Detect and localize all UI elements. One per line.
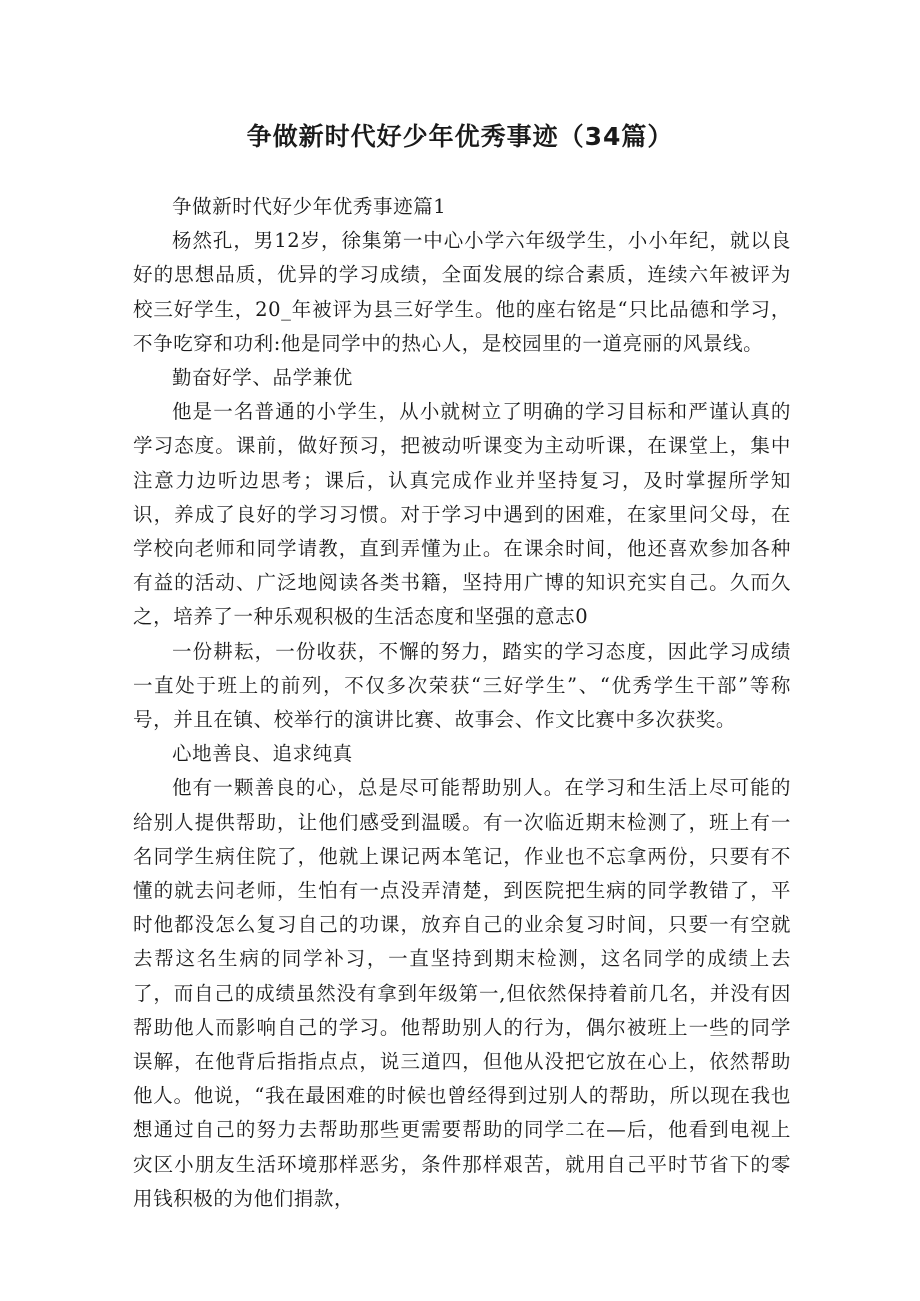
section-subheading: 勤奋好学、品学兼优 [172,366,353,390]
paragraph: 一份耕耘，一份收获，不懈的努力，踏实的学习态度，因此学习成绩一直处于班上的前列，不仅多次荣获“三好学生”、“优秀学生干部”等称号，并且在镇、校举行的演讲比赛、故事会、作文比赛中多次获奖。 [133,639,791,732]
document-title: 争做新时代好少年优秀事迹（34篇） [246,122,674,151]
document-body [133,190,791,1216]
section-subheading: 心地善良、追求纯真 [172,742,353,766]
paragraph: 他是一名普通的小学生，从小就树立了明确的学习目标和严谨认真的学习态度。课前，做好预习，把被动听课变为主动听课，在课堂上，集中注意力边听边思考；课后，认真完成作业并坚持复习，及时掌握所学知识，养成了良好的学习习惯。对于学习中遇到的困难，在家里问父母，在学校向老师和同学请教，直到弄懂为止。在课余时间，他还喜欢参加各种有益的活动、广泛地阅读各类书籍，坚持用广博的知识充实自己。久而久之，培养了一种乐观积极的生活态度和坚强的意志0 [133,400,791,629]
paragraph: 杨然孔，男12岁，徐集第一中心小学六年级学生，小小年纪，就以良好的思想品质，优异的学习成绩，全面发展的综合素质，连续六年被评为校三好学生，20_年被评为县三好学生。他的座右铭是“只比品德和学习，不争吃穿和功利:他是同学中的热心人，是校园里的一道亮丽的风景线。 [133,229,791,355]
paragraph: 他有一颗善良的心，总是尽可能帮助别人。在学习和生活上尽可能的给别人提供帮助，让他们感受到温暖。有一次临近期末检测了，班上有一名同学生病住院了，他就上课记两本笔记，作业也不忘拿两份，只要有不懂的就去问老师，生怕有一点没弄清楚，到医院把生病的同学教错了，平时他都没怎么复习自己的功课，放弃自己的业余复习时间，只要一有空就去帮这名生病的同学补习，一直坚持到期末检测，这名同学的成绩上去了，而自己的成绩虽然没有拿到年级第一,但依然保持着前几名，并没有因帮助他人而影响自己的学习。他帮助别人的行为，偶尔被班上一些的同学误解，在他背后指指点点，说三道四，但他从没把它放在心上，依然帮助他人。他说，“我在最困难的时候也曾经得到过别人的帮助，所以现在我也想通过自己的努力去帮助那些更需要帮助的同学二在—后，他看到电视上灾区小朋友生活环境那样恶劣，条件那样艰苦，就用自己平时节省下的零用钱积极的为他们捐款， [133,776,791,1210]
section-heading: 争做新时代好少年优秀事迹篇1 [172,195,447,218]
